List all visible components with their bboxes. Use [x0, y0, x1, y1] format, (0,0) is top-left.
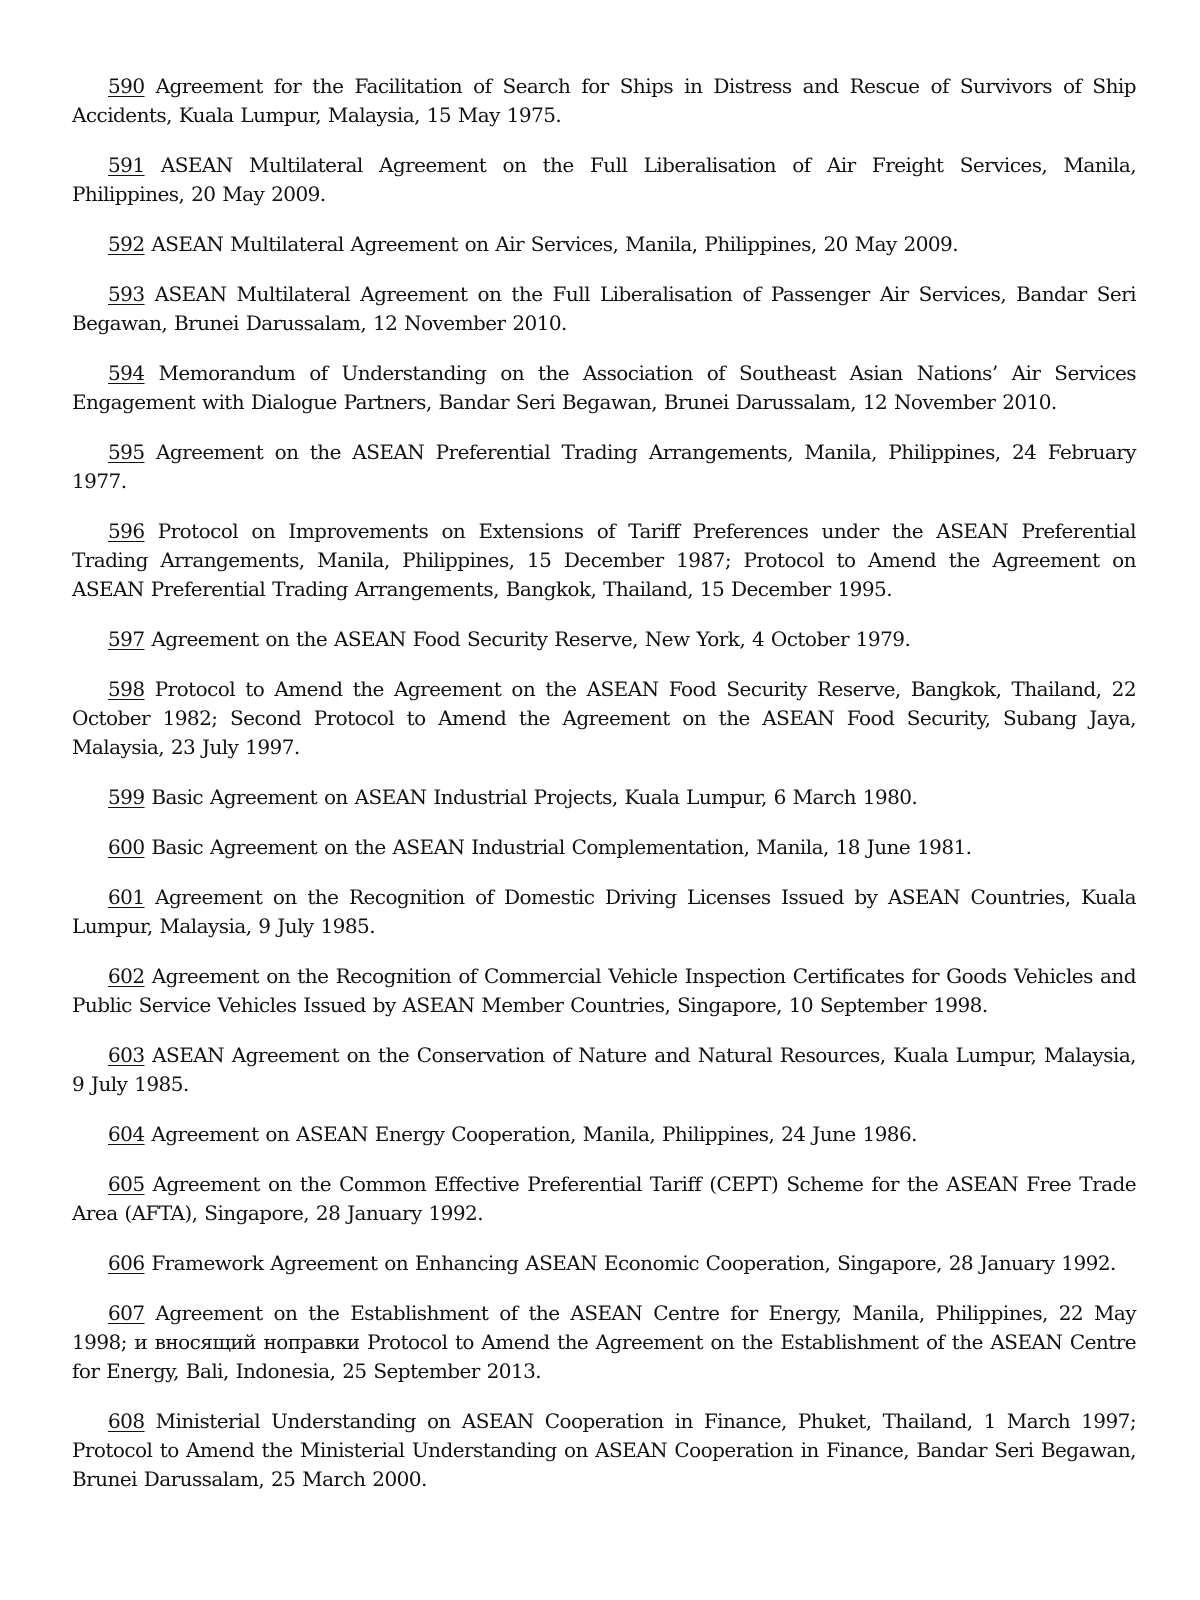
footnote [72, 962, 1136, 1020]
footnote-text: Agreement on the ASEAN Food Security Reserve, New York, 4 October 1979. [151, 627, 911, 651]
footnote-number: 593 [108, 282, 145, 306]
footnote [72, 359, 1136, 417]
footnote [72, 883, 1136, 941]
footnote-number: 602 [108, 964, 145, 988]
footnote-list [72, 72, 1136, 1515]
footnote [72, 1041, 1136, 1099]
footnote-number: 592 [108, 232, 145, 256]
footnote-text: Basic Agreement on the ASEAN Industrial Complementation, Manila, 18 June 1981. [151, 835, 972, 859]
footnote-number: 597 [108, 627, 145, 651]
footnote-number: 594 [108, 361, 145, 385]
footnote-text: Agreement on ASEAN Energy Cooperation, Manila, Philippines, 24 June 1986. [151, 1122, 917, 1146]
footnote-text: Protocol to Amend the Agreement on the ASEAN Food Security Reserve, Bangkok, Thailand, 22 October 1982; Second Protocol to Amend the Agreement on the ASEAN Food Security, Subang Jaya, Malaysia, 23 July 1997. [72, 677, 1137, 759]
footnote-text: Framework Agreement on Enhancing ASEAN Economic Cooperation, Singapore, 28 January 1992. [151, 1251, 1116, 1275]
footnote [72, 833, 1136, 862]
footnote [72, 1299, 1136, 1386]
footnote [72, 783, 1136, 812]
footnote-number: 599 [108, 785, 145, 809]
footnote-text: Agreement on the ASEAN Preferential Trading Arrangements, Manila, Philippines, 24 February 1977. [72, 440, 1136, 493]
footnote [72, 1170, 1136, 1228]
footnote [72, 438, 1136, 496]
footnote-text: Agreement for the Facilitation of Search for Ships in Distress and Rescue of Survivors of Ship Accidents, Kuala Lumpur, Malaysia, 15 May 1975. [72, 74, 1136, 127]
footnote-number: 598 [108, 677, 145, 701]
footnote-text: Agreement on the Recognition of Domestic Driving Licenses Issued by ASEAN Countries, Kuala Lumpur, Malaysia, 9 July 1985. [72, 885, 1136, 938]
footnote-number: 600 [108, 835, 145, 859]
footnote [72, 280, 1136, 338]
footnote-number: 608 [108, 1409, 145, 1433]
footnote-text: Basic Agreement on ASEAN Industrial Projects, Kuala Lumpur, 6 March 1980. [151, 785, 918, 809]
footnote [72, 1407, 1136, 1494]
footnote [72, 151, 1136, 209]
footnote-text: ASEAN Agreement on the Conservation of Nature and Natural Resources, Kuala Lumpur, Malaysia, 9 July 1985. [72, 1043, 1136, 1096]
footnote-text: Protocol on Improvements on Extensions of Tariff Preferences under the ASEAN Preferential Trading Arrangements, Manila, Philippines, 15 December 1987; Protocol to Amend the Agreement on ASEAN Preferential Trading Arrangements, Bangkok, Thailand, 15 December 1995. [72, 519, 1136, 601]
footnote [72, 675, 1136, 762]
footnote-number: 604 [108, 1122, 145, 1146]
footnote-text: ASEAN Multilateral Agreement on the Full Liberalisation of Passenger Air Services, Bandar Seri Begawan, Brunei Darussalam, 12 November 2010. [72, 282, 1136, 335]
footnote [72, 72, 1136, 130]
footnote-number: 607 [108, 1301, 145, 1325]
footnote-text: Agreement on the Recognition of Commercial Vehicle Inspection Certificates for Goods Vehicles and Public Service Vehicles Issued by ASEAN Member Countries, Singapore, 10 September 1998. [72, 964, 1136, 1017]
footnote [72, 230, 1136, 259]
footnote-number: 591 [108, 153, 145, 177]
footnote-number: 603 [108, 1043, 145, 1067]
footnote [72, 517, 1136, 604]
footnote-text: Agreement on the Common Effective Preferential Tariff (CEPT) Scheme for the ASEAN Free Trade Area (AFTA), Singapore, 28 January 1992. [72, 1172, 1136, 1225]
footnote [72, 1249, 1136, 1278]
footnote [72, 1120, 1136, 1149]
footnote-text: ASEAN Multilateral Agreement on Air Services, Manila, Philippines, 20 May 2009. [151, 232, 959, 256]
footnote-number: 595 [108, 440, 145, 464]
footnote [72, 625, 1136, 654]
footnote-number: 605 [108, 1172, 145, 1196]
footnote-number: 590 [108, 74, 145, 98]
footnote-text: Agreement on the Establishment of the ASEAN Centre for Energy, Manila, Philippines, 22 May 1998; и вносящий нoправки Protocol to Amend the Agreement on the Establishment of the ASEAN Centre for Energy, Bali, Indonesia, 25 September 2013. [72, 1301, 1137, 1383]
footnote-text: Memorandum of Understanding on the Association of Southeast Asian Nations’ Air Services Engagement with Dialogue Partners, Bandar Seri Begawan, Brunei Darussalam, 12 November 2010. [72, 361, 1136, 414]
footnote-text: Ministerial Understanding on ASEAN Cooperation in Finance, Phuket, Thailand, 1 March 1997; Protocol to Amend the Ministerial Understanding on ASEAN Cooperation in Finance, Bandar Seri Begawan, Brunei Darussalam, 25 March 2000. [72, 1409, 1137, 1491]
footnote-number: 606 [108, 1251, 145, 1275]
footnote-number: 596 [108, 519, 145, 543]
footnote-text: ASEAN Multilateral Agreement on the Full Liberalisation of Air Freight Services, Manila, Philippines, 20 May 2009. [72, 153, 1136, 206]
footnote-number: 601 [108, 885, 145, 909]
